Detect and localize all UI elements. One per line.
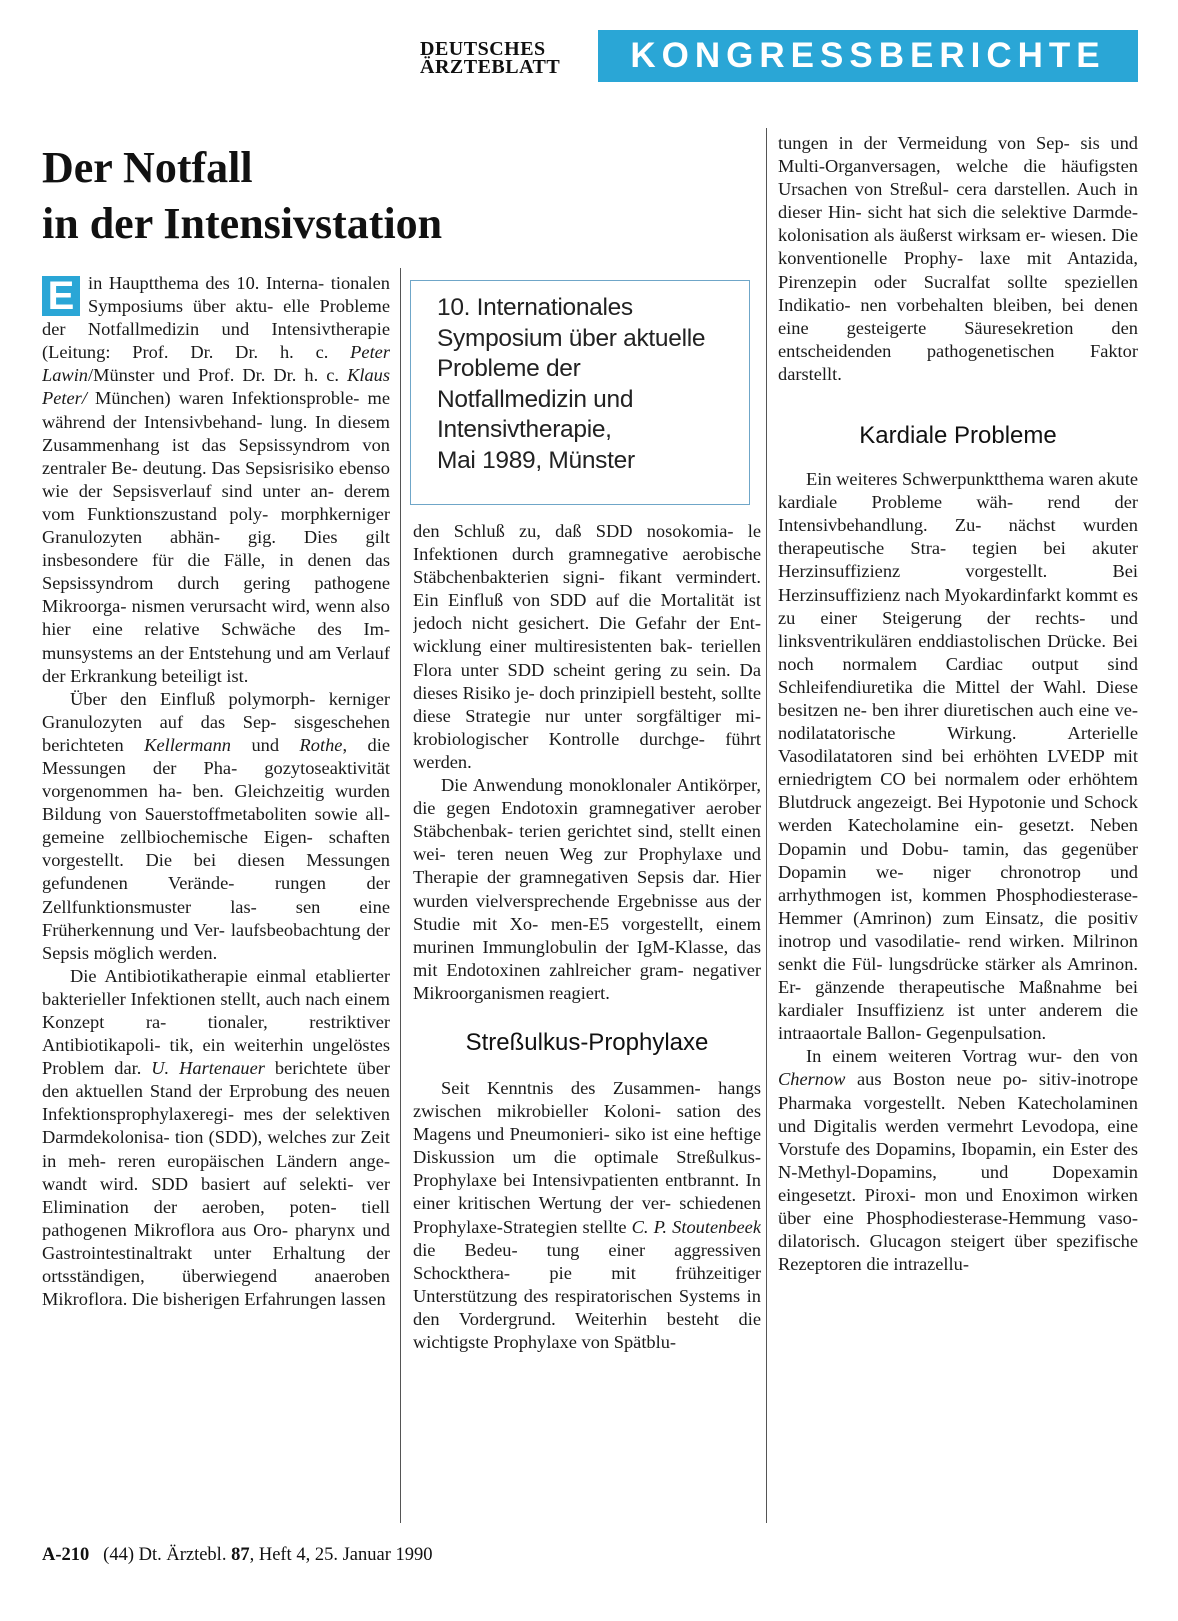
text-run: aus Boston neue po- sitiv-inotrope Pharmaka vorgestellt. Neben Katecholaminen und Digitalis werden vermehrt Levodopa, eine Vorstufe des Dopamins, Ibopamin, ein Ester des N-Methyl-Dopamins, und Dopexamin eingesetzt. Piroxi- mon und Enoximon wirken über eine Phosphodiesterase-Hemmung vaso- dilatorisch. Glucagon steigert über spezifische Rezeptoren die intrazellu- (778, 1069, 1138, 1275)
text-run: Die Antibiotikatherapie einmal etablierter bakterieller Infektionen stellt, auch nach einem Konzept ra- tionaler, restriktiver Antibiotikapoli- tik, ein weiterhin ungelöstes Problem dar. (42, 965, 390, 1079)
volume-number: 87 (231, 1545, 250, 1565)
page-footer (42, 1543, 742, 1567)
column-rule-2 (766, 128, 767, 1523)
subheading: Kardiale Probleme (859, 422, 1057, 450)
info-line: Mai 1989, Münster (437, 446, 635, 474)
info-line: Intensivtherapie, (437, 416, 612, 443)
citation-text: , Heft 4, 25. Januar 1990 (249, 1545, 433, 1565)
text-run: und (231, 734, 300, 755)
text-run: Seit Kenntnis des Zusammen- hangs zwischen mikrobieller Koloni- sation des Magens und Pneumonieri- siko ist eine heftige Diskussion um die optimale Streßulkus-Prophylaxe bei Intensivpatienten entbrannt. In einer kritischen Wertung der ver- schiedenen Prophylaxe-Strategien stellte (413, 1077, 761, 1237)
paragraph: Die Anwendung monoklonaler Antikörper, die gegen Endotoxin gramnegativer aerober Stäbchenbak- terien gerichtet sind, stellt einen wei- teren neuen Weg zur Prophylaxe und Therapie der gramnegativen Sepsis dar. Hier wurden vielversprechende Ergebnisse aus der Studie mit Xo- men-E5 vorgestellt, einem murinen Immunglobulin der IgM-Klasse, das mit Endotoxinen zahlreicher gram- negativer Mikroorganismen reagiert. (413, 775, 761, 1003)
info-line: Symposium über aktuelle (437, 324, 706, 352)
author-name: Kellermann (144, 734, 232, 755)
logo-line-1: DEUTSCHES (420, 38, 546, 60)
column-1 (42, 272, 390, 1522)
author-name: U. Hartenauer (151, 1058, 265, 1079)
text-run: /Münster und Prof. Dr. Dr. h. c. (88, 365, 348, 386)
text-run: die Bedeu- tung einer aggressiven Schockthera- pie mit frühzeitiger Unterstützung des respiratorischen Systems in den Vordergrund. Weiterhin besteht die wichtigste Prophylaxe von Spätblu- (413, 1239, 761, 1352)
paragraph: den Schluß zu, daß SDD nosokomia- le Infektionen durch gramnegative aerobische Stäbchenbakterien signi- fikant vermindert. Ein Einfluß von SDD auf die Mortalität ist jedoch nicht gesichert. Die Gefahr der Ent- wicklung einer multiresistenten bak- teriellen Flora unter SDD scheint gering zu sein. Da dieses Risiko je- doch prinzipiell besteht, sollte diese Strategie nur unter sorgfältiger mi- krobiologischer Kontrolle durchge- führt werden. (413, 521, 761, 772)
text-run: , die Messungen der Pha- gozytoseaktivität vorgenommen ha- ben. Gleichzeitig wurden Bildung von Sauerstoffmetaboliten sowie all- gemeine zellbiochemische Eigen- schaften vorgestellt. Die bei diesen Messungen gefundenen Verände- rungen der Zellfunktionsmuster las- sen eine Früherkennung und Ver- laufsbeobachtung der Sepsis möglich werden. (42, 734, 390, 963)
citation-text: (44) Dt. Ärztebl. (103, 1545, 232, 1565)
logo-line-2: ÄRZTEBLATT (420, 56, 561, 78)
masthead-logo (420, 40, 592, 76)
text-run: In einem weiteren Vortrag wur- den von (806, 1046, 1138, 1067)
title-line-1: Der Notfall (42, 143, 253, 192)
paragraph (42, 965, 390, 1311)
paragraph (778, 1045, 1138, 1276)
text-run: Über den Einfluß polymorph- kerniger Granulozyten auf das Sep- sisgeschehen berichteten (42, 688, 390, 755)
author-name: C. P. Stoutenbeek (631, 1216, 761, 1237)
page-number: A-210 (42, 1545, 90, 1565)
column-3 (778, 132, 1138, 1522)
subheading: Streßulkus-Prophylaxe (465, 1028, 709, 1056)
paragraph (42, 272, 390, 688)
article-title (42, 140, 682, 252)
info-line: 10. Internationales (437, 294, 633, 321)
author-name: Peter Lawin (42, 342, 390, 386)
info-line: Notfallmedizin und (437, 385, 634, 413)
paragraph: Ein weiteres Schwerpunktthema waren akute kardiale Probleme wäh- rend der Intensivbehandlung. Zu- nächst wurden therapeutische Stra- tegien bei akuter Herzinsuffizienz vorgestellt. Bei Herzinsuffizienz nach Myokardinfarkt kommt es zu einer Steigerung der rechts- und linksventrikulären enddiastolischen Drücke. Bei noch normalem Cardiac output sind Schleifendiuretika die Mittel der Wahl. Diese besitzen ne- ben ihrer diuretischen auch eine ve- nodilatatorische Wirkung. Arterielle Vasodilatatoren sind bei erhöhten LVEDP mit erniedrigtem CO bei normalem oder erhöhtem Blutdruck angezeigt. Bei Hypotonie und Schock werden Katecholamine ein- gesetzt. Neben Dopamin und Dobu- tamin, das gegenüber Dopamin we- niger chronotrop und arrhythmogen ist, kommen Phosphodiesterase- Hemmer (Amrinon) zum Einsatz, die positiv inotrop und vasodilatie- rend wirken. Milrinon senkt die Fül- lungsdrücke stärker als Amrinon. Er- gänzende therapeutische Maßnahme bei kardialer Insuffizienz ist unter anderem die intraaortale Ballon- Gegenpulsation. (778, 469, 1138, 1044)
section-banner: KONGRESSBERICHTE (598, 30, 1138, 82)
column-2 (413, 520, 761, 1522)
drop-cap: E (42, 276, 80, 316)
paragraph (413, 1077, 761, 1354)
info-box (410, 280, 750, 505)
author-name: Klaus Peter/ (42, 365, 390, 409)
text-run: berichtete über den aktuellen Stand der Erprobung des neuen Infektionsprophylaxeregi- mes der selektiven Darmdekolonisa- tion (SDD), welches zur Zeit in meh- reren europäischen Ländern ange- wandt wird. SDD basiert auf selekti- ver Elimination der aeroben, poten- tiell pathogenen Mikroflora aus Oro- pharynx und Gastrointestinaltrakt unter Erhaltung der ortsständigen, überwiegend anaeroben Mikroflora. Die bisherigen Erfahrungen lassen (42, 1058, 390, 1310)
column-rule-1 (400, 268, 401, 1523)
text-run: München) waren Infektionsproble- me während der Intensivbehand- lung. In diesem Zusammenhang ist das Sepsissyndrom von zentraler Be- deutung. Das Sepsisrisiko ebenso wie der Sepsisverlauf sind unter an- derem vom Funktionszustand poly- morphkerniger Granulozyten abhän- gig. Dies gilt insbesondere für die Fälle, in denen das Sepsissyndrom durch gering pathogene Mikroorga- nismen verursacht wird, wenn also hier eine relative Schwäche des Im- munsystems an der Entstehung und am Verlauf der Erkrankung beteiligt ist. (42, 388, 390, 686)
paragraph: tungen in der Vermeidung von Sep- sis und Multi-Organversagen, welche die häufigsten Ursachen von Streßul- cera darstellen. Auch in dieser Hin- sicht hat sich die selektive Darmde- kolonisation als äußerst wirksam er- wiesen. Die konventionelle Prophy- laxe mit Antazida, Pirenzepin oder Sucralfat sollte speziellen Indikatio- nen vorbehalten bleiben, bei denen eine gesteigerte Säuresekretion den entscheidenden pathogenetischen Faktor darstellt. (778, 133, 1138, 384)
author-name: Rothe (299, 734, 343, 755)
text-run: in Hauptthema des 10. Interna- tionalen Symposiums über aktu- elle Probleme der Notfallmedizin und Intensivtherapie (Leitung: Prof. Dr. Dr. h. c. (42, 273, 390, 363)
info-line: Probleme der (437, 355, 581, 382)
title-line-2: in der Intensivstation (42, 199, 443, 248)
paragraph (42, 688, 390, 965)
author-name: Chernow (778, 1069, 846, 1090)
